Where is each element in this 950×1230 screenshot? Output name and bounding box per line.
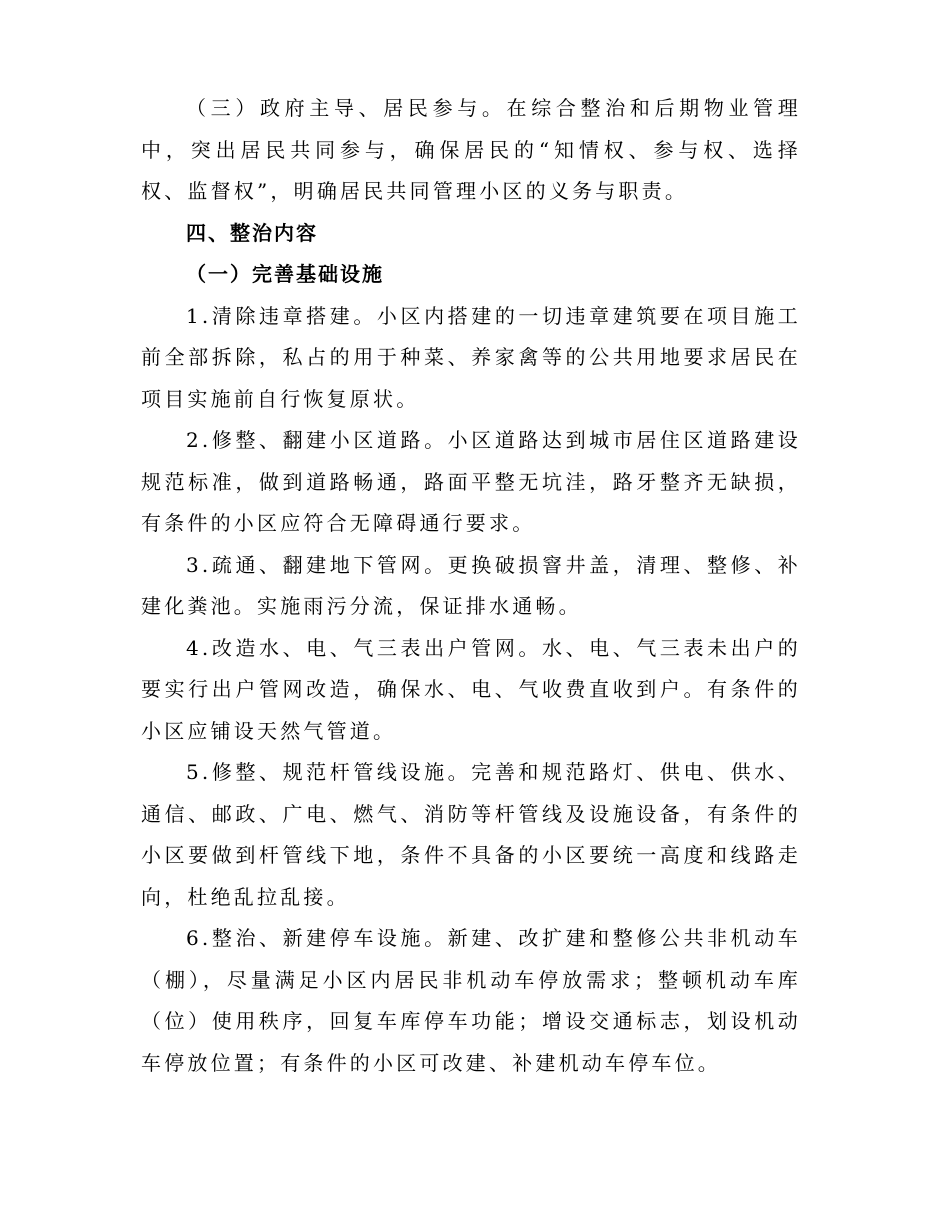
document-page xyxy=(141,88,801,1084)
list-item: 1.清除违章搭建。小区内搭建的一切违章建筑要在项目施工前全部拆除，私占的用于种菜、养家禽等的公共用地要求居民在项目实施前自行恢复原状。 xyxy=(141,303,801,411)
section-heading: 四、整治内容 xyxy=(186,220,318,245)
subsection-heading: （一）完善基础设施 xyxy=(186,262,384,286)
list-item: 2.修整、翻建小区道路。小区道路达到城市居住区道路建设规范标准，做到道路畅通，路面平整无坑洼，路牙整齐无缺损，有条件的小区应符合无障碍通行要求。 xyxy=(141,428,801,535)
intro-paragraph: （三）政府主导、居民参与。在综合整治和后期物业管理中，突出居民共同参与，确保居民的“知情权、参与权、选择权、监督权”，明确居民共同管理小区的义务与职责。 xyxy=(141,96,801,203)
list-item: 3.疏通、翻建地下管网。更换破损窨井盖，清理、整修、补建化粪池。实施雨污分流，保证排水通畅。 xyxy=(141,552,801,618)
list-item: 4.改造水、电、气三表出户管网。水、电、气三表未出户的要实行出户管网改造，确保水、电、气收费直收到户。有条件的小区应铺设天然气管道。 xyxy=(141,635,801,743)
list-item: 6.整治、新建停车设施。新建、改扩建和整修公共非机动车（棚），尽量满足小区内居民非机动车停放需求；整顿机动车库（位）使用秩序，回复车库停车功能；增设交通标志，划设机动车停放位置；有条件的小区可改建、补建机动车停车位。 xyxy=(141,926,801,1075)
list-item: 5.修整、规范杆管线设施。完善和规范路灯、供电、供水、通信、邮政、广电、燃气、消防等杆管线及设施设备，有条件的小区要做到杆管线下地，条件不具备的小区要统一高度和线路走向，杜绝乱拉乱接。 xyxy=(141,760,801,909)
